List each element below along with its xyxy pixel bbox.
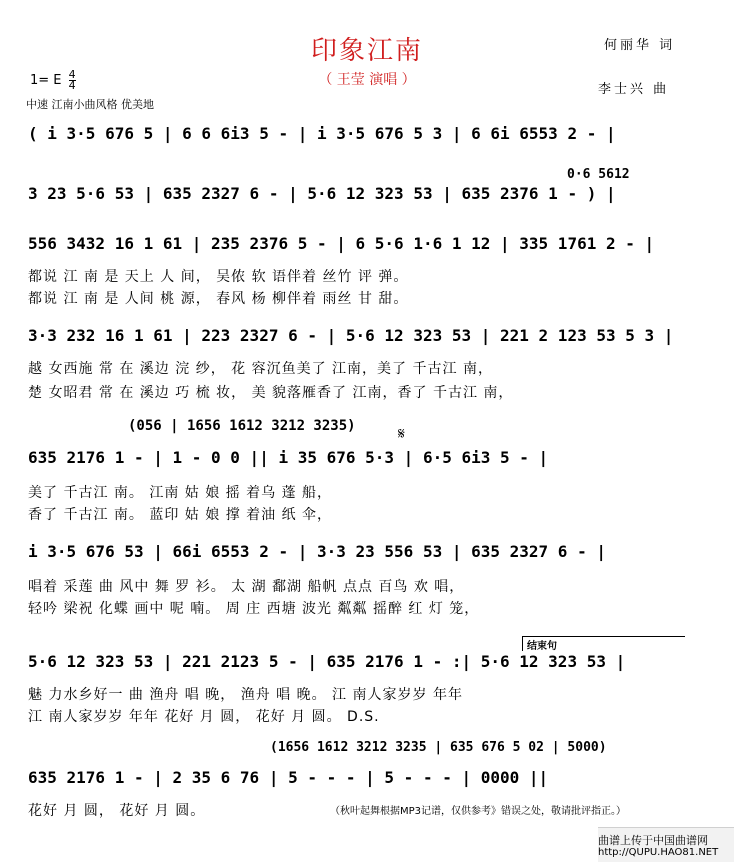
notation-text: ( i 3·5 676 5 | 6 6 6i3 5 - | i 3·5 676 5 3 | 6 6i 6553 2 - |	[28, 124, 616, 143]
page-title: 印象江南	[310, 36, 423, 66]
lyrics-verse-2: 轻吟 梁祝 化蝶 画中 呢 喃。 周 庄 西塘 波光 粼粼 摇醉 红 灯 笼，	[28, 601, 480, 617]
transcriber-note: （秋叶起舞根据MP3记谱，仅供参考》错误之处，敬请批评指正。）	[330, 806, 627, 817]
notation-text: 3 23 5·6 53 | 635 2327 6 - | 5·6 12 323 53 | 635 2376 1 - ) |	[28, 184, 616, 203]
key-label: 1= E	[30, 73, 62, 88]
interlude-notes: (056 | 1656 1612 3212 3235)	[128, 418, 356, 434]
lyrics-verse-1: 都说 江 南 是 天上 人 间， 吴侬 软 语伴着 丝竹 评 弹。	[28, 269, 409, 285]
lyrics-verse-1: 越 女西施 常 在 溪边 浣 纱， 花 容沉鱼美了 江南，美了 千古江 南，	[28, 361, 493, 377]
time-denominator: 4	[68, 79, 76, 92]
notation-row-3	[28, 234, 688, 260]
time-numerator: 4	[68, 68, 76, 81]
lyrics-verse-2: 香了 千古江 南。 蓝印 姑 娘 撑 着油 纸 伞，	[28, 507, 333, 523]
lyrics-verse-1: 唱着 采莲 曲 风中 舞 罗 衫。 太 湖 鄱湖 船帆 点点 百鸟 欢 唱，	[28, 579, 465, 595]
notation-row-4	[28, 326, 688, 352]
lyrics-verse-1: 美了 千古江 南。 江南 姑 娘 摇 着乌 蓬 船，	[28, 485, 333, 501]
key-signature	[30, 70, 76, 91]
coda-notes: (1656 1612 3212 3235 | 635 676 5 02 | 5000)	[270, 740, 607, 755]
notation-row-2	[28, 184, 688, 210]
time-signature	[69, 70, 76, 91]
notation-row-7	[28, 652, 688, 678]
lyricist-credit: 何丽华 词	[604, 38, 676, 53]
notation-text: 635 2176 1 - | 1 - 0 0 || i 35 676 5·3 | 6·5 6i3 5 - |	[28, 448, 549, 467]
notation-text: 556 3432 16 1 61 | 235 2376 5 - | 6 5·6 1·6 1 12 | 335 1761 2 - |	[28, 234, 655, 253]
notation-text: 3·3 232 16 1 61 | 223 2327 6 - | 5·6 12 323 53 | 221 2 123 53 5 3 |	[28, 326, 674, 345]
ending-label: 结束句	[527, 641, 557, 652]
lyrics-verse-2: 江 南人家岁岁 年年 花好 月 圆， 花好 月 圆。 D.S.	[28, 709, 380, 725]
footer-site-name: 曲谱上传于中国曲谱网	[598, 834, 708, 847]
notation-text: i 3·5 676 53 | 66i 6553 2 - | 3·3 23 556 53 | 635 2327 6 - |	[28, 542, 606, 561]
singer-credit: （ 王莹 演唱 ）	[318, 72, 416, 88]
notation-text: 635 2176 1 - | 2 35 6 76 | 5 - - - | 5 - - - | 0000 ||	[28, 768, 549, 787]
lyrics-verse-2: 楚 女昭君 常 在 溪边 巧 梳 妆， 美 貌落雁香了 江南，香了 千古江 南，	[28, 385, 514, 401]
notation-text: 5·6 12 323 53 | 221 2123 5 - | 635 2176 1 - :| 5·6 12 323 53 |	[28, 652, 626, 671]
notation-row-5	[28, 448, 688, 474]
notation-row-8	[28, 768, 688, 794]
notation-row-6	[28, 542, 688, 568]
volta-notes: 0·6 5612	[567, 167, 630, 182]
lyrics-verse-2: 都说 江 南 是 人间 桃 源， 春风 杨 柳伴着 雨丝 甘 甜。	[28, 291, 409, 307]
notation-row-1	[28, 124, 688, 150]
lyrics-verse-1: 花好 月 圆， 花好 月 圆。	[28, 803, 206, 819]
lyrics-verse-1: 魅 力水乡好一 曲 渔舟 唱 晚， 渔舟 唱 晚。 江 南人家岁岁 年年	[28, 687, 463, 703]
footer-url[interactable]: http://QUPU.HAO81.NET	[598, 847, 719, 858]
composer-credit: 李士兴 曲	[598, 82, 670, 97]
segno-sign: 𝄋	[398, 424, 405, 443]
tempo-marking: 中速 江南小曲风格 优美地	[26, 98, 154, 111]
